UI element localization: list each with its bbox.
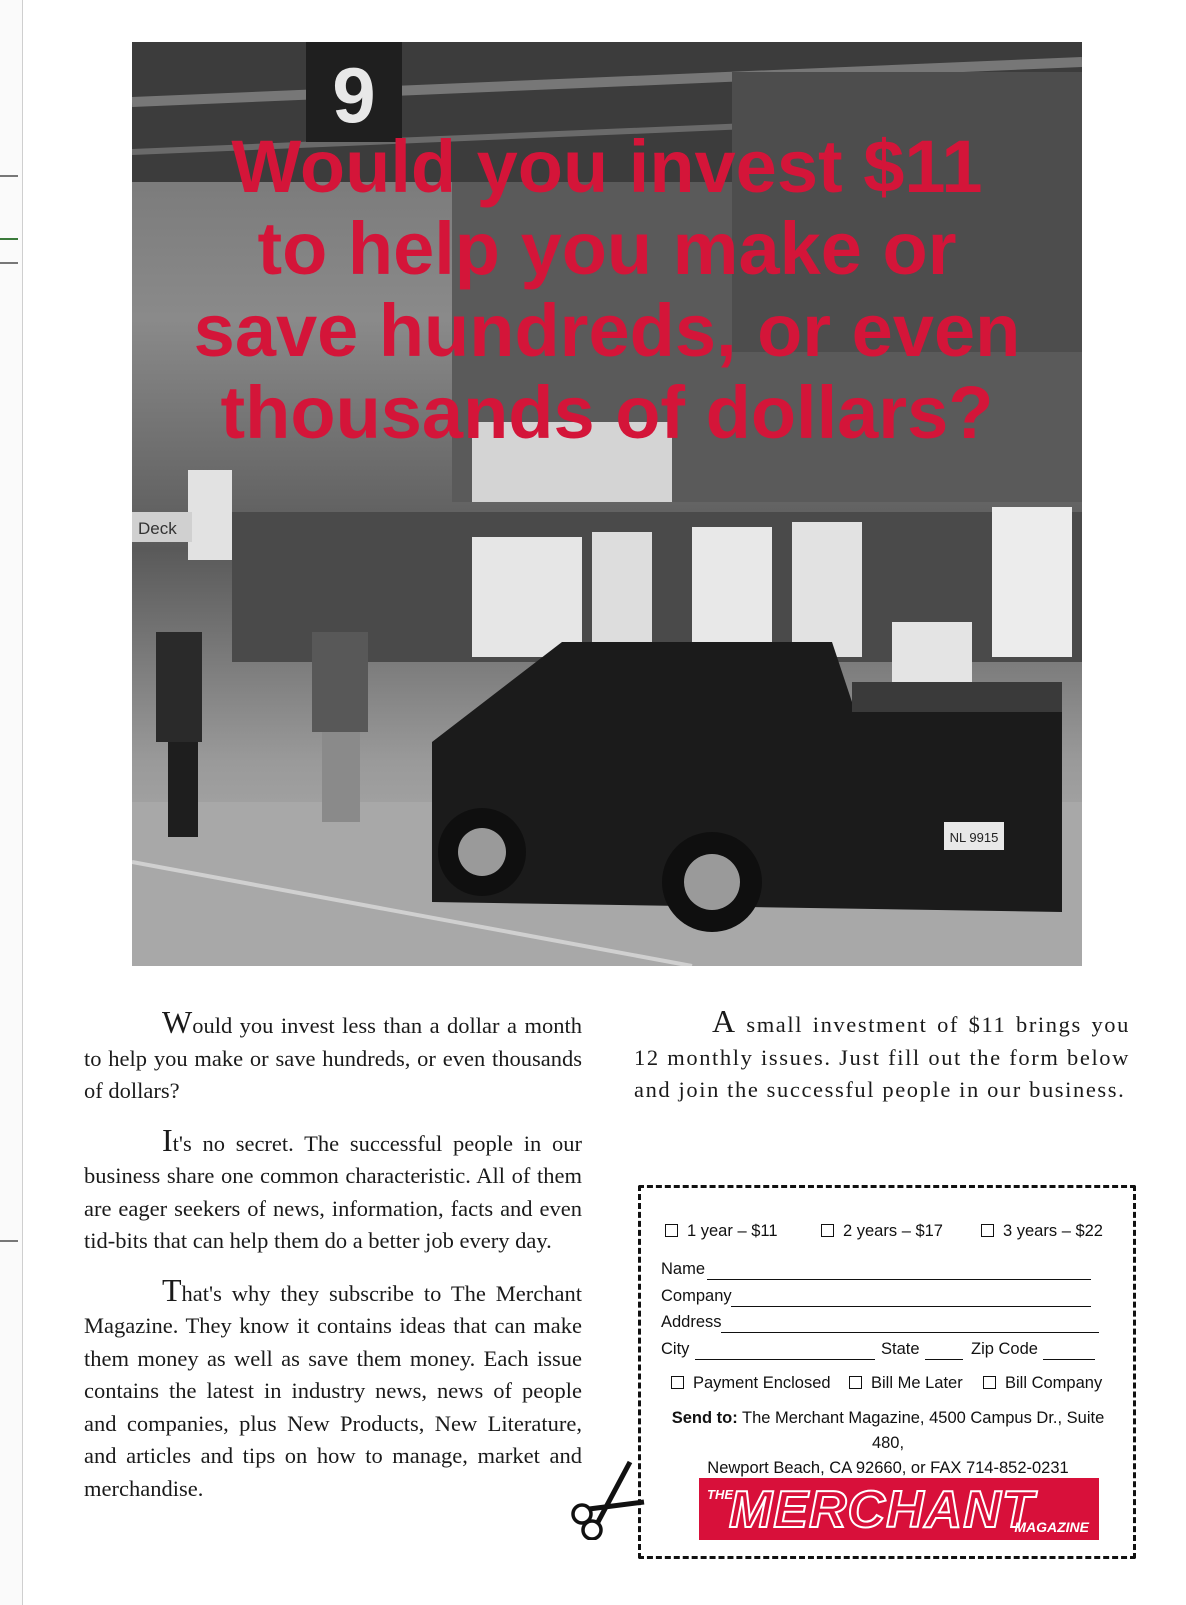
option-label: Bill Company: [1005, 1374, 1103, 1392]
option-3-years[interactable]: [981, 1222, 1103, 1241]
name-label: Name: [661, 1260, 706, 1278]
logo-magazine: MAGAZINE: [1014, 1519, 1089, 1535]
scanned-page-edge: [0, 0, 23, 1605]
merchant-magazine-logo: [699, 1478, 1099, 1540]
send-to-label: Send to:: [671, 1409, 738, 1427]
option-2-years[interactable]: [821, 1222, 943, 1241]
option-label: 1 year – $11: [687, 1222, 778, 1240]
edge-mark: [0, 1240, 18, 1242]
send-to-line-1: The Merchant Magazine, 4500 Campus Dr., Suite 480,: [742, 1409, 1105, 1452]
option-label: 3 years – $22: [1003, 1222, 1103, 1240]
zip-label: Zip Code: [971, 1340, 1038, 1358]
body-paragraph: [84, 1006, 582, 1108]
option-1-year[interactable]: [665, 1222, 778, 1241]
address-label: Address: [661, 1313, 722, 1331]
option-label: 2 years – $17: [843, 1222, 943, 1240]
company-field[interactable]: [731, 1306, 1091, 1307]
checkbox[interactable]: [983, 1376, 996, 1389]
checkbox[interactable]: [981, 1224, 994, 1237]
edge-mark: [0, 238, 18, 240]
body-paragraph: [84, 1271, 582, 1506]
address-field[interactable]: [721, 1332, 1099, 1333]
city-field[interactable]: [695, 1359, 875, 1360]
headline-line: thousands of dollars?: [220, 371, 994, 454]
checkbox[interactable]: [671, 1376, 684, 1389]
paragraph-text: small investment of $11 brings you 12 monthly issues. Just fill out the form below and join the successful people in our business.: [634, 1012, 1130, 1102]
company-label: Company: [661, 1287, 732, 1305]
headline-line: save hundreds, or even: [193, 289, 1021, 372]
checkbox[interactable]: [821, 1224, 834, 1237]
initial-letter: A: [712, 1003, 737, 1039]
paragraph-text: ould you invest less than a dollar a month to help you make or save hundreds, or even thousands of dollars?: [84, 1013, 582, 1103]
body-column-right: [634, 1005, 1130, 1123]
payment-enclosed-option[interactable]: [671, 1374, 831, 1393]
zip-field[interactable]: [1043, 1359, 1095, 1360]
send-to-address: [663, 1406, 1113, 1481]
send-to-line-2: Newport Beach, CA 92660, or FAX 714-852-0231: [707, 1459, 1069, 1477]
logo-the: THE: [707, 1487, 733, 1502]
subscription-coupon: [638, 1185, 1136, 1559]
sign-board: [188, 470, 232, 560]
edge-mark: [0, 175, 18, 177]
headline: [132, 126, 1082, 454]
bill-company-option[interactable]: [983, 1374, 1102, 1393]
edge-mark: [0, 262, 18, 264]
body-column-left: [84, 1006, 582, 1521]
name-field[interactable]: [707, 1279, 1091, 1280]
logo-wordmark: MERCHANT: [729, 1481, 1035, 1539]
city-label: City: [661, 1340, 690, 1358]
checkbox[interactable]: [665, 1224, 678, 1237]
state-label: State: [881, 1340, 920, 1358]
paragraph-text: hat's why they subscribe to The Merchant Magazine. They know it contains ideas that can make them money as well as save them money. Each issue contains the latest in industry news, news of people and companies, plus New Products, New Literature, and articles and tips on how to manage, market and merchandise.: [84, 1280, 582, 1501]
deck-sign: Deck: [138, 519, 177, 538]
state-field[interactable]: [925, 1359, 963, 1360]
plate-text: NL 9915: [949, 830, 999, 845]
body-paragraph: [84, 1121, 582, 1258]
paragraph-text: t's no secret. The successful people in our business share one common characteristic. All of them are eager seekers of news, information, facts and even tid-bits that can help them do a better job every day.: [84, 1130, 582, 1253]
initial-letter: W: [162, 1004, 193, 1040]
headline-line: to help you make or: [257, 207, 957, 290]
initial-letter: T: [162, 1271, 182, 1308]
aisle-number: 9: [332, 51, 376, 139]
hero-photo: [132, 42, 1082, 966]
headline-line: Would you invest $11: [231, 125, 983, 208]
initial-letter: I: [162, 1121, 173, 1158]
option-label: Payment Enclosed: [693, 1374, 831, 1392]
option-label: Bill Me Later: [871, 1374, 963, 1392]
checkbox[interactable]: [849, 1376, 862, 1389]
body-paragraph: [634, 1005, 1130, 1107]
scissors-icon: [568, 1456, 652, 1540]
bill-me-later-option[interactable]: [849, 1374, 963, 1393]
